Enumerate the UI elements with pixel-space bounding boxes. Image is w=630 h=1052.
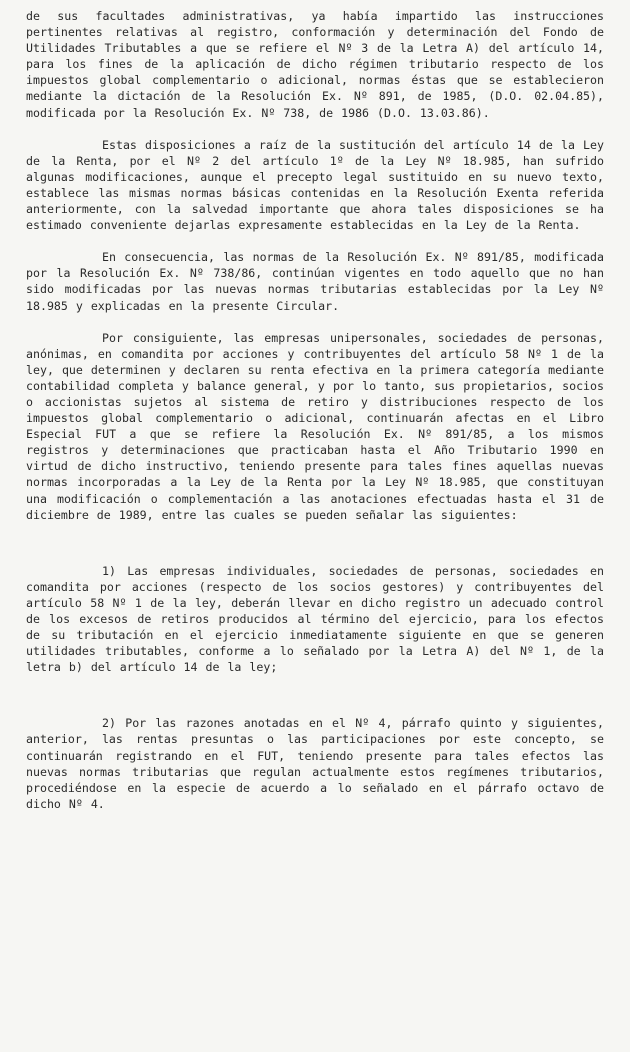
paragraph-intro: de sus facultades administrativas, ya había impartido las instrucciones pertinentes relativas al registro, conformación y determinación del Fondo de Utilidades Tributables a que se refiere el Nº 3 de la Letra A) del artículo 14, para los fines de la aplicación de dicho régimen tributario respecto de los impuestos global complementario o adicional, normas éstas que se establecieron mediante la dictación de la Resolución Ex. Nº 891, de 1985, (D.O. 02.04.85), modificada por la Resolución Ex. Nº 738, de 1986 (D.O. 13.03.86). xyxy=(26,9,604,120)
list-item-2: 2) Por las razones anotadas en el Nº 4, párrafo quinto y siguientes, anterior, las rentas presuntas o las participaciones por este concepto, se continuarán registrando en el FUT, teniendo presente para tales efectos las nuevas normas tributarias que regulan actualmente estos regímenes tributarios, procediéndose en la especie de acuerdo a lo señalado en el párrafo octavo de dicho Nº 4. xyxy=(26,716,604,811)
paragraph-gap xyxy=(26,675,604,715)
paragraph-consecuencia: En consecuencia, las normas de la Resolución Ex. Nº 891/85, modificada por la Resolución Ex. Nº 738/86, continúan vigentes en todo aquello que no han sido modificadas por las nuevas normas tributarias establecidas por la Ley Nº 18.985 y explicadas en la presente Circular. xyxy=(26,250,604,313)
paragraph-gap xyxy=(26,314,604,330)
paragraph-gap xyxy=(26,121,604,137)
paragraph-gap xyxy=(26,523,604,563)
paragraph-gap xyxy=(26,233,604,249)
list-item-1: 1) Las empresas individuales, sociedades de personas, sociedades en comandita por acciones (respecto de los socios gestores) y contribuyentes del artículo 58 Nº 1 de la ley, deberán llevar en dicho registro un adecuado control de los excesos de retiros producidos al término del ejercicio, para los efectos de su tributación en el ejercicio inmediatamente siguiente en que se generen utilidades tributables, conforme a lo señalado por la Letra A) del Nº 1, de la letra b) del artículo 14 de la ley; xyxy=(26,563,604,675)
paragraph-disposiciones: Estas disposiciones a raíz de la sustitución del artículo 14 de la Ley de la Renta, por el Nº 2 del artículo 1º de la Ley Nº 18.985, han sufrido algunas modificaciones, aunque el precepto legal sustituido en su nuevo texto, establece las mismas normas básicas contenidas en la Resolución Exenta referida anteriormente, con la salvedad importante que ahora tales disposiciones se ha estimado conveniente dejarlas expresamente establecidas en la Ley de la Renta. xyxy=(26,137,604,233)
paragraph-consiguiente: Por consiguiente, las empresas unipersonales, sociedades de personas, anónimas, en comandita por acciones y contribuyentes del artículo 58 Nº 1 de la ley, que determinen y declaren su renta efectiva en la primera categoría mediante contabilidad completa y balance general, y por lo tanto, sus propietarios, socios o accionistas sujetos al sistema de retiro y distribuciones respecto de los impuestos global complementario o adicional, continuarán afectas en el Libro Especial FUT a que se refiere la Resolución Ex. Nº 891/85, a los mismos registros y determinaciones que practicaban hasta el Año Tributario 1990 en virtud de dicho instructivo, teniendo presente para tales fines aquellas nuevas normas incorporadas a la Ley de la Renta por la Ley Nº 18.985, que constituyan una modificación o complementación a las anotaciones efectuadas hasta el 31 de diciembre de 1989, entre las cuales se pueden señalar las siguientes: xyxy=(26,330,604,522)
